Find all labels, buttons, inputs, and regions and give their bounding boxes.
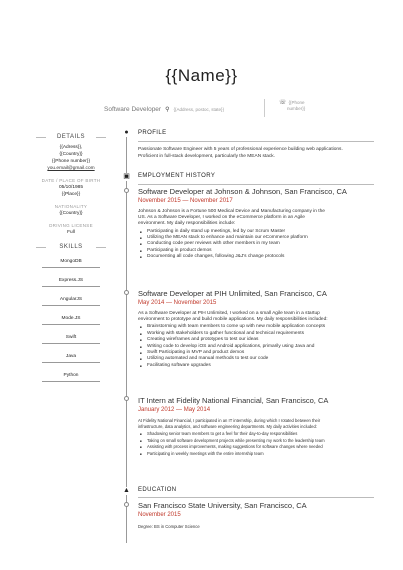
- subheader: [104, 106, 224, 113]
- bullet-item: ■ Participating in product demos: [138, 248, 374, 254]
- profile-title: PROFILE: [138, 130, 167, 136]
- job-bullets: [138, 229, 374, 261]
- job-title: Software Developer: [104, 106, 162, 113]
- bullet-item: ■ Assisting with process improvements, making suggestions for software changes where needed: [138, 444, 374, 450]
- license-label: DRIVING LICENSE: [49, 223, 93, 228]
- job-date: November 2015 — November 2017: [138, 198, 233, 204]
- left-column: [36, 130, 106, 387]
- skill-item: AngularJS: [42, 292, 100, 306]
- education-section: [138, 487, 374, 493]
- job-heading: IT Intern at Fidelity National Financial, San Francisco, CA: [138, 396, 329, 405]
- bullet-item: ■ Documenting all code changes, following J&J's change protocols: [138, 254, 374, 260]
- job-description: [138, 209, 374, 228]
- skill-item: Python: [42, 368, 100, 382]
- job-paragraph-line: US. As a Software Developer, I worked on the eCommerce platform in an Agile: [138, 215, 305, 221]
- bullet-item: ■ Brainstorming with team members to come up with new mobile application concepts: [138, 324, 374, 330]
- timeline-dot: [124, 396, 129, 401]
- location-pin-icon: ⚲: [165, 107, 170, 113]
- bullet-item: ■ Facilitating software upgrades: [138, 363, 374, 369]
- phone-block: [279, 100, 305, 112]
- resume-name: {{Name}}: [165, 66, 238, 85]
- job-paragraph-line: Johnson & Johnson is a Fortune 500 Medical Device and Manufacturing company in the: [138, 209, 325, 214]
- address-line-1: {{Adress}},: [59, 145, 83, 150]
- job-heading: Software Developer at Johnson & Johnson, San Francisco, CA: [138, 187, 347, 196]
- nationality-label: NATIONALITY: [54, 204, 88, 209]
- education-title: EDUCATION: [138, 487, 177, 493]
- section-rule: [138, 141, 374, 142]
- employment-section: [138, 173, 374, 179]
- license-value: Full: [67, 230, 75, 235]
- address-line-3: {{Phone number}}: [52, 159, 90, 164]
- job-entry: [138, 187, 374, 261]
- job-description: [138, 311, 374, 323]
- timeline-dot: [124, 502, 129, 507]
- graduation-cap-icon: ▲: [123, 487, 130, 494]
- profile-text: [138, 147, 374, 161]
- bullet-item: ■ Utilizing the MEAN stack to enhance and maintain our eCommerce platform: [138, 235, 374, 241]
- employment-title: EMPLOYMENT HISTORY: [138, 173, 216, 179]
- profile-line: Proficient in full-stack development, particularly the MEAN stack.: [138, 153, 276, 159]
- job-description: [138, 418, 374, 430]
- timeline-dot: [124, 290, 129, 295]
- education-date: November 2015: [138, 512, 181, 518]
- nationality-value: {{Country}}: [59, 211, 83, 216]
- bullet-item: ■ Participating in daily stand up meetings, led by our Scrum Master: [138, 229, 374, 235]
- bullet-item: ■ Writing code to develop iOS and Android applications, primarily using Java and: [138, 344, 374, 350]
- skill-item: MongoDB: [42, 254, 100, 268]
- skill-item: Java: [42, 349, 100, 363]
- school-heading: San Francisco State University, San Francisco, CA: [138, 501, 307, 510]
- job-bullets: [138, 324, 374, 369]
- bullet-item: ■ Participating in weekly meetings with the entire internship team: [138, 451, 374, 457]
- job-paragraph-line: At Fidelity National Financial, I participated in an IT internship, during which I rotated between their: [138, 418, 321, 423]
- skill-item: Express.JS: [42, 273, 100, 287]
- job-entry: [138, 396, 374, 457]
- education-entry: [138, 501, 374, 529]
- address-line-2: {{Country}}: [59, 152, 83, 157]
- timeline-dot: [124, 188, 129, 193]
- bullet-item: ■ Swift Participating in MVP and product demos: [138, 350, 374, 356]
- section-rule: [138, 184, 374, 185]
- email-link[interactable]: you.email@gmail.com: [47, 166, 95, 171]
- details-title: DETAILS: [36, 134, 106, 140]
- dob-value: 05/10/1985: [58, 185, 83, 190]
- timeline-line: [126, 133, 127, 543]
- place-value: {{Place}}: [61, 192, 81, 197]
- phone-line-2: number}}: [287, 106, 306, 111]
- phone-line-1: {{Phone: [288, 100, 305, 105]
- job-paragraph-line: As a Software Developer at PIH Unlimited, I worked on a small Agile team in a startup: [138, 311, 320, 316]
- skill-item: Mode.JS: [42, 311, 100, 325]
- bullet-item: ■ Creating wireframes and prototypes to test our ideas: [138, 337, 374, 343]
- job-paragraph-line: infrastructure, data analytics, and software engineering departments. My daily activities included:: [138, 424, 317, 430]
- profile-line: Passionate Software Engineer with 5 years of professional experience building web applications.: [138, 147, 343, 152]
- job-date: January 2012 — May 2014: [138, 407, 211, 413]
- bullet-item: ■ Utilizing automated and manual methods to test our code: [138, 356, 374, 362]
- job-paragraph-line: environment to prototype and build mobile applications. My daily responsibilities included:: [138, 317, 328, 323]
- briefcase-icon: ▣: [123, 173, 130, 180]
- bullet-item: ■ Conducting code peer reviews with other members in my team: [138, 241, 374, 247]
- section-rule: [138, 497, 374, 498]
- phone-icon: ☏: [279, 100, 287, 106]
- skills-title: SKILLS: [36, 244, 106, 250]
- profile-section: [138, 130, 374, 136]
- bullet-item: ■ Working with stakeholders to gather functional and technical requirements: [138, 331, 374, 337]
- person-icon: ●: [122, 129, 131, 137]
- job-date: May 2014 — November 2015: [138, 300, 217, 306]
- job-heading: Software Developer at PIH Unlimited, San Francisco, CA: [138, 289, 327, 298]
- contact-divider: [264, 99, 265, 117]
- job-entry: [138, 289, 374, 369]
- job-bullets: [138, 431, 374, 457]
- address: {{Address, postoc, state}}: [173, 107, 225, 112]
- bullet-item: ■ Shadowing senior team members to get a feel for their day-to-day responsibilities: [138, 431, 374, 437]
- skill-item: Swift: [42, 330, 100, 344]
- dob-label: DATE / PLACE OF BIRTH: [41, 178, 101, 183]
- bullet-item: ■ Taking on small software development projects while presenting my work to the leadership team: [138, 438, 374, 444]
- job-paragraph-line: environment. My daily responsibilities include:: [138, 221, 236, 227]
- degree-text: Degree: BS in Computer Science: [138, 524, 200, 529]
